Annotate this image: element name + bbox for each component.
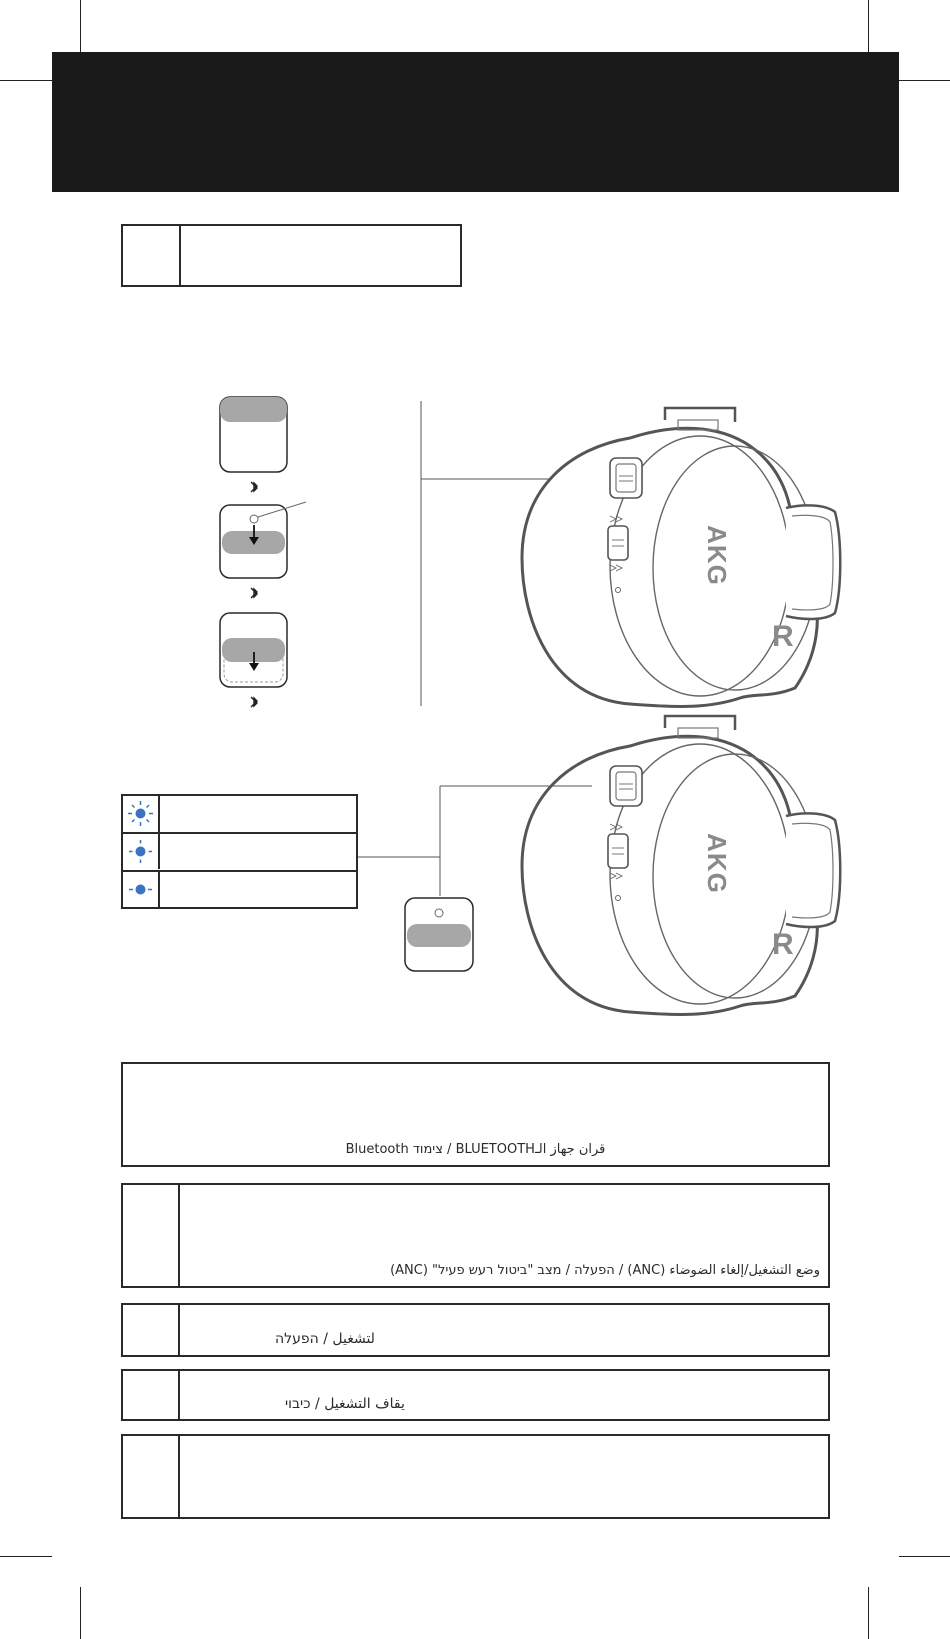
power-off-caption: يقاف التشغيل / כיבוי: [285, 1396, 405, 1412]
bt-pairing-box: [121, 1062, 830, 1167]
earcup-bottom-brand: AKG: [701, 833, 732, 894]
final-note-box: [121, 1434, 830, 1519]
led-row-fast: [123, 796, 356, 833]
earcup-bottom-side-label: R: [772, 928, 794, 961]
led-solid-icon: [123, 872, 160, 907]
led-blink-fast-icon: [123, 796, 160, 833]
anc-mode-caption: وضع التشغيل/إلغاء الضوضاء (ANC) / הפעלה / מצב "ביטול רעש פעיל" (ANC): [390, 1263, 820, 1278]
anc-mode-box: [121, 1183, 830, 1288]
led-row-solid: [123, 870, 356, 907]
power-off-box: [121, 1369, 830, 1421]
led-blink-slow-icon: [123, 834, 160, 869]
bt-pairing-caption: قران جهاز الـBLUETOOTH / צימוד Bluetooth: [345, 1142, 606, 1157]
power-on-divider: [178, 1305, 180, 1355]
power-on-caption: لتشغيل / הפעלה: [275, 1331, 375, 1347]
anc-step-divider: [178, 1185, 180, 1286]
power-on-box: [121, 1303, 830, 1357]
earcup-top-side-label: R: [772, 620, 794, 653]
final-note-divider: [178, 1436, 180, 1517]
led-row-slow: [123, 832, 356, 869]
earcup-top-brand: AKG: [701, 525, 732, 586]
power-off-divider: [178, 1371, 180, 1419]
led-indicator-table: [121, 794, 358, 909]
